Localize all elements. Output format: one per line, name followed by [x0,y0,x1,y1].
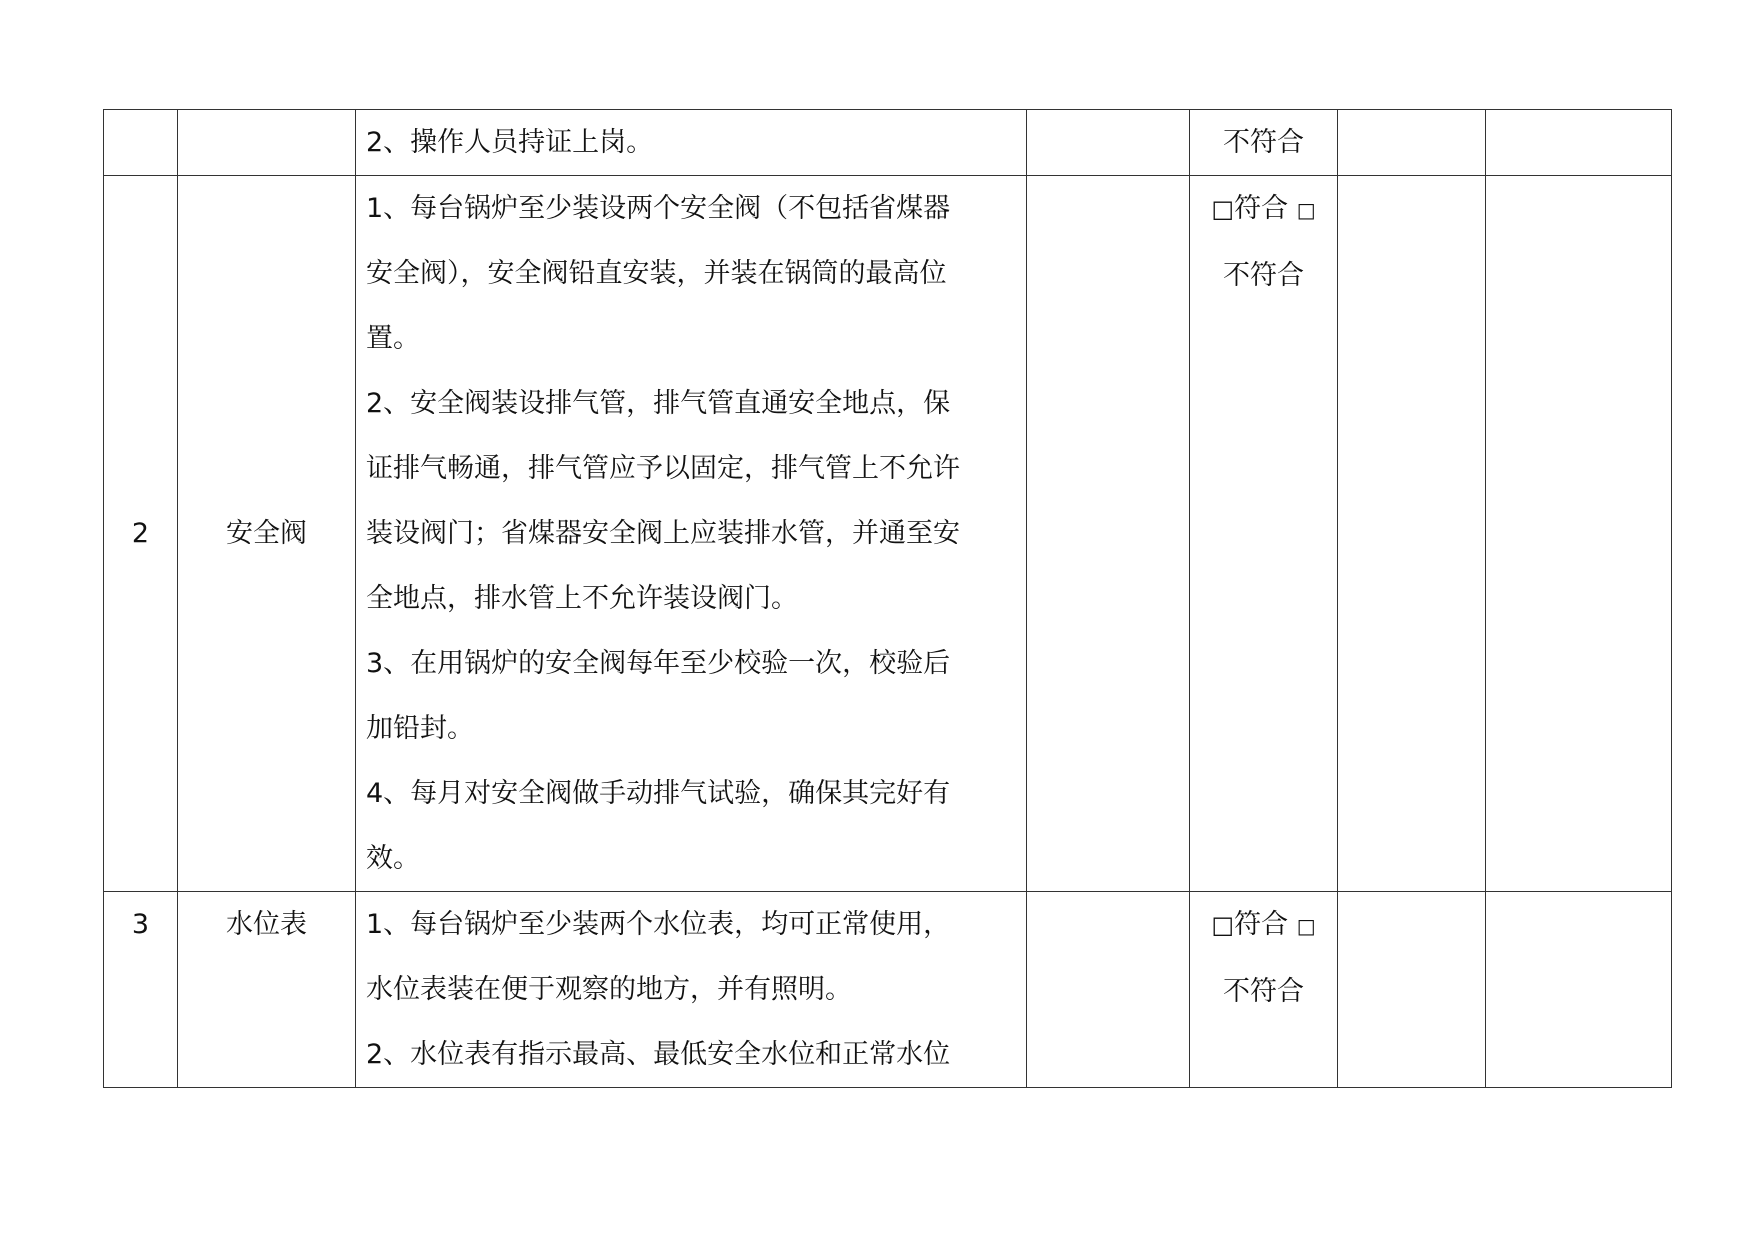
row-number-cell [104,110,178,176]
blank-cell [1486,176,1672,892]
requirement-line: 装设阀门；省煤器安全阀上应装排水管，并通至安 [366,518,960,549]
item-name-cell: 水位表 [178,892,356,1088]
requirement-line: 加铅封。 [366,713,474,744]
requirement-line: 4、每月对安全阀做手动排气试验，确保其完好有 [366,778,951,809]
requirement-line: 2、操作人员持证上岗。 [366,127,654,158]
requirement-line: 置。 [366,323,420,354]
requirement-line: 3、在用锅炉的安全阀每年至少校验一次，校验后 [366,648,951,679]
result-line [1190,892,1337,959]
result-cell [1190,110,1338,176]
result-cell [1190,176,1338,892]
compliant-checkbox[interactable]: □ [1211,195,1235,223]
requirement-line: 证排气畅通，排气管应予以固定，排气管上不允许 [366,453,960,484]
compliant-label: 符合 [1234,909,1289,940]
blank-cell [1486,892,1672,1088]
result-cell [1190,892,1338,1088]
noncompliant-checkbox[interactable]: □ [1296,914,1316,938]
requirements-cell [356,110,1027,176]
blank-cell [1338,892,1486,1088]
inspection-checklist-table [103,109,1672,1088]
item-name-cell [178,110,356,176]
table-row [104,176,1672,892]
table-row [104,110,1672,176]
item-name-cell: 安全阀 [178,176,356,892]
blank-cell [1027,176,1190,892]
blank-cell [1486,110,1672,176]
requirements-cell [356,176,1027,892]
requirement-line: 效。 [366,843,420,874]
requirement-line: 2、安全阀装设排气管，排气管直通安全地点，保 [366,388,951,419]
requirement-line: 水位表装在便于观察的地方，并有照明。 [366,974,852,1005]
result-noncompliant-label: 不符合 [1223,260,1304,291]
requirements-cell [356,892,1027,1088]
requirement-line: 安全阀），安全阀铅直安装，并装在锅筒的最高位 [366,258,947,289]
noncompliant-checkbox[interactable]: □ [1296,198,1316,222]
table-row [104,892,1672,1088]
result-noncompliant-label: 不符合 [1223,976,1304,1007]
compliant-label: 符合 [1234,193,1289,224]
requirement-line: 1、每台锅炉至少装两个水位表，均可正常使用， [366,909,951,940]
blank-cell [1338,176,1486,892]
blank-cell [1338,110,1486,176]
row-number-cell: 3 [104,892,178,1088]
result-noncompliant-label: 不符合 [1223,127,1304,158]
requirement-line: 全地点，排水管上不允许装设阀门。 [366,583,798,614]
blank-cell [1027,892,1190,1088]
result-line [1190,176,1337,243]
requirement-line: 1、每台锅炉至少装设两个安全阀（不包括省煤器 [366,193,951,224]
compliant-checkbox[interactable]: □ [1211,911,1235,939]
requirement-line: 2、水位表有指示最高、最低安全水位和正常水位 [366,1039,951,1070]
blank-cell [1027,110,1190,176]
row-number-cell: 2 [104,176,178,892]
